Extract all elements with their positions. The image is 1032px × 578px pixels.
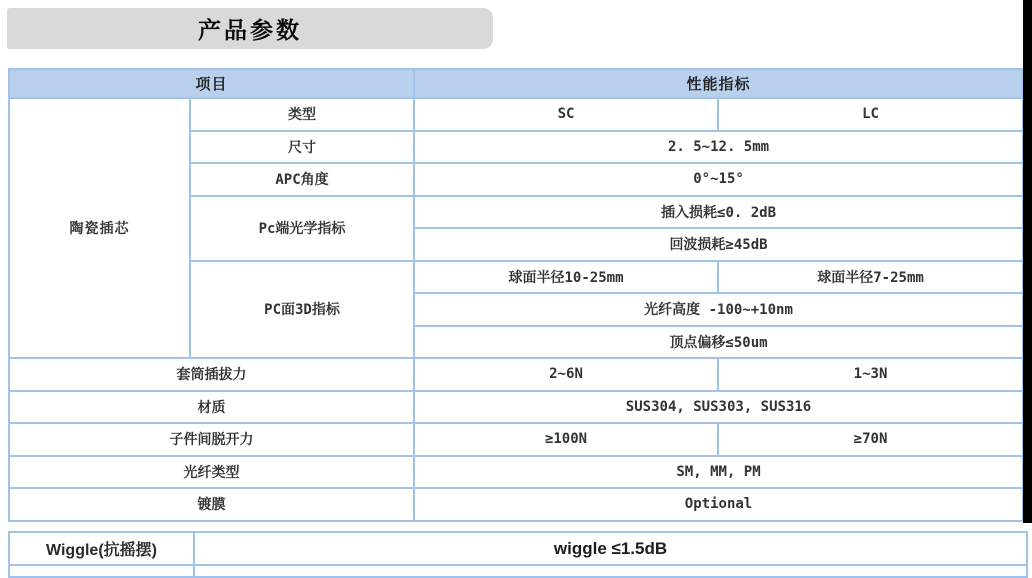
table-row-partial xyxy=(9,565,1027,577)
cell-wiggle-label: Wiggle(抗摇摆) xyxy=(9,532,194,565)
table-row-separation-force xyxy=(9,423,1023,456)
cell-type-lc: LC xyxy=(718,98,1023,131)
cell-sleeve-force-label: 套筒插拔力 xyxy=(9,358,414,391)
cell-size-label: 尺寸 xyxy=(190,131,414,164)
table-row-sleeve-force xyxy=(9,358,1023,391)
title-banner xyxy=(7,8,493,49)
cell-wiggle-value: wiggle ≤1.5dB xyxy=(194,532,1027,565)
cell-partial-left xyxy=(9,565,194,577)
cell-fiber-type-label: 光纤类型 xyxy=(9,456,414,489)
cell-coating-value: Optional xyxy=(414,488,1023,521)
group-cell-ceramic-ferrule: 陶瓷插芯 xyxy=(9,98,190,358)
cell-radius-lc: 球面半径7-25mm xyxy=(718,261,1023,294)
table-row-coating xyxy=(9,488,1023,521)
cell-apc-label: APC角度 xyxy=(190,163,414,196)
cell-material-value: SUS304, SUS303, SUS316 xyxy=(414,391,1023,424)
right-edge-black-strip xyxy=(1023,0,1032,523)
table-header-row xyxy=(9,69,1023,98)
cell-radius-sc: 球面半径10-25mm xyxy=(414,261,718,294)
cell-pc-3d-label: PC面3D指标 xyxy=(190,261,414,359)
cell-separation-lc: ≥70N xyxy=(718,423,1023,456)
cell-insertion-loss-value: 插入损耗≤0. 2dB xyxy=(414,196,1023,229)
cell-pc-optical-label: Pc端光学指标 xyxy=(190,196,414,261)
table-row-wiggle xyxy=(9,532,1027,565)
column-header-item: 项目 xyxy=(9,69,414,98)
table-row-fiber-type xyxy=(9,456,1023,489)
cell-type-label: 类型 xyxy=(190,98,414,131)
column-header-performance: 性能指标 xyxy=(414,69,1023,98)
page-title: 产品参数 xyxy=(198,17,302,43)
product-parameters-table xyxy=(8,68,1024,522)
table-row-material xyxy=(9,391,1023,424)
cell-coating-label: 镀膜 xyxy=(9,488,414,521)
cell-sleeve-force-sc: 2~6N xyxy=(414,358,718,391)
cell-fiber-height-value: 光纤高度 -100~+10nm xyxy=(414,293,1023,326)
cell-apex-offset-value: 顶点偏移≤50um xyxy=(414,326,1023,359)
cell-separation-label: 子件间脱开力 xyxy=(9,423,414,456)
cell-partial-right xyxy=(194,565,1027,577)
cell-sleeve-force-lc: 1~3N xyxy=(718,358,1023,391)
wiggle-table xyxy=(8,531,1028,578)
cell-material-label: 材质 xyxy=(9,391,414,424)
cell-type-sc: SC xyxy=(414,98,718,131)
cell-size-value: 2. 5~12. 5mm xyxy=(414,131,1023,164)
cell-separation-sc: ≥100N xyxy=(414,423,718,456)
cell-fiber-type-value: SM, MM, PM xyxy=(414,456,1023,489)
cell-return-loss-value: 回波损耗≥45dB xyxy=(414,228,1023,261)
cell-apc-value: 0°~15° xyxy=(414,163,1023,196)
table-row-type xyxy=(9,98,1023,131)
